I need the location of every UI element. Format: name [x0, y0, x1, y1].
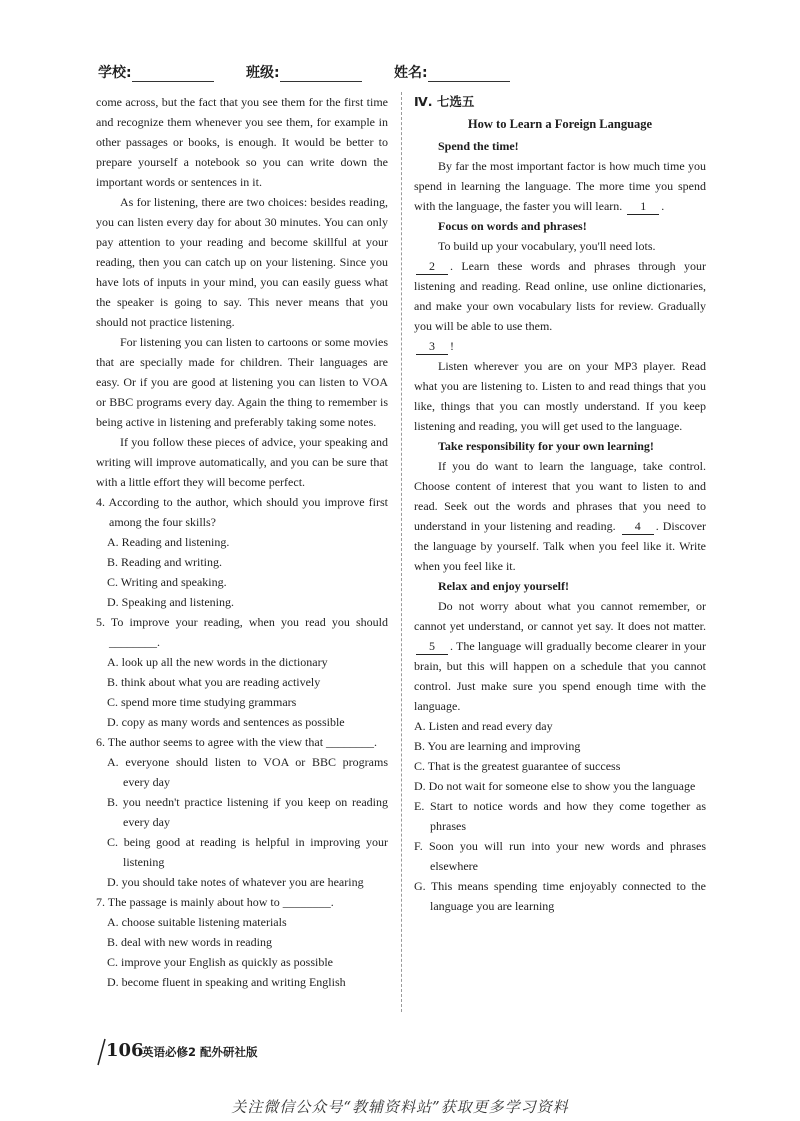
- question-6: [96, 732, 388, 892]
- subheading: Spend the time!: [438, 139, 519, 153]
- school-blank: [132, 65, 214, 82]
- subheading: Focus on words and phrases!: [438, 219, 587, 233]
- option-b: B. deal with new words in reading: [107, 935, 272, 949]
- paragraph-text: !: [450, 339, 454, 353]
- question-7: [96, 892, 388, 992]
- book-name: 英语必修2 配外研社版: [142, 1045, 258, 1059]
- paragraph-text: . The language will gradually become clearer in your brain, but this will happen on a schedule that you cannot control. Just make sure you spend enough time with the language.: [414, 639, 706, 713]
- name-label: 姓名:: [394, 65, 428, 81]
- question-stem: 7. The passage is mainly about how to ________.: [96, 895, 334, 909]
- option-a: A. everyone should listen to VOA or BBC programs every day: [107, 755, 388, 789]
- left-column: [96, 92, 388, 992]
- passage-paragraph: To build up your vocabulary, you'll need lots.: [438, 239, 656, 253]
- option-b: B. You are learning and improving: [414, 739, 581, 753]
- option-b: B. think about what you are reading actively: [107, 675, 321, 689]
- blank-2[interactable]: 2: [416, 258, 448, 275]
- question-stem: 5. To improve your reading, when you read you should ________.: [96, 615, 388, 649]
- blank-3[interactable]: 3: [416, 338, 448, 355]
- passage-title: How to Learn a Foreign Language: [467, 117, 653, 131]
- option-list: [414, 716, 706, 916]
- passage-paragraph: If you follow these pieces of advice, your speaking and writing will improve automatically, and you can be sure that with a little effort they will become perfect.: [96, 435, 388, 489]
- blank-5[interactable]: 5: [416, 638, 448, 655]
- question-4: [96, 492, 388, 612]
- subheading: Take responsibility for your own learning!: [438, 439, 654, 453]
- option-b: B. Reading and writing.: [107, 555, 222, 569]
- class-field: [246, 62, 362, 82]
- school-field: [98, 62, 214, 82]
- name-field: [394, 62, 510, 82]
- student-info-header: [98, 62, 718, 84]
- question-5: [96, 612, 388, 732]
- option-c: C. Writing and speaking.: [107, 575, 227, 589]
- option-b: B. you needn't practice listening if you keep on reading every day: [107, 795, 388, 829]
- option-c: C. improve your English as quickly as possible: [107, 955, 333, 969]
- paragraph-text: . Learn these words and phrases through your listening and reading. Read online, use online dictionaries, and make your own vocabulary lists for review. Gradually you will be able to use them.: [414, 259, 706, 333]
- blank-heading: [414, 336, 706, 356]
- paragraph-text: By far the most important factor is how much time you spend in learning the language. The more time you spend with the language, the faster you will learn.: [414, 159, 706, 213]
- question-stem: 6. The author seems to agree with the view that ________.: [96, 735, 378, 749]
- passage-paragraph: [414, 456, 706, 576]
- blank-4[interactable]: 4: [622, 518, 654, 535]
- option-d: D. copy as many words and sentences as possible: [107, 715, 345, 729]
- option-e: E. Start to notice words and how they come together as phrases: [414, 799, 706, 833]
- option-g: G. This means spending time enjoyably connected to the language you are learning: [414, 879, 706, 913]
- question-stem: 4. According to the author, which should you improve first among the four skills?: [96, 495, 388, 529]
- section-title: Ⅳ. 七选五: [414, 94, 475, 109]
- school-label: 学校:: [98, 65, 132, 81]
- passage-paragraph: come across, but the fact that you see them for the first time and recognize them whenever you see them, for example in other passages or books, is enough. It would be better to prepare yourself a notebook so you can write down the important words or sentences in it.: [96, 95, 388, 189]
- option-a: A. look up all the new words in the dictionary: [107, 655, 328, 669]
- option-c: C. being good at reading is helpful in improving your listening: [107, 835, 388, 869]
- option-a: A. Listen and read every day: [414, 719, 553, 733]
- name-blank: [428, 65, 510, 82]
- option-d: D. become fluent in speaking and writing English: [107, 975, 346, 989]
- option-c: C. spend more time studying grammars: [107, 695, 297, 709]
- passage-paragraph: For listening you can listen to cartoons or some movies that are specially made for children. Their languages are easy. Or if you are good at listening you can listen to VOA or BBC programs every day. Again the thing to remember is being active in listening and preferably taking some notes.: [96, 335, 388, 429]
- option-f: F. Soon you will run into your new words and phrases elsewhere: [414, 839, 706, 873]
- paragraph-text: . Discover the language by yourself. Talk when you feel like it. Write when you feel like it.: [414, 519, 707, 573]
- passage-paragraph: Listen wherever you are on your MP3 player. Read what you are listening to. Listen to and read things that you like, things that you can mostly understand. If you keep listening and reading, you will get used to the language.: [414, 359, 706, 433]
- passage-paragraph: [414, 596, 706, 716]
- subheading: Relax and enjoy yourself!: [438, 579, 569, 593]
- paragraph-text: Do not worry about what you cannot remember, or cannot yet understand, or cannot yet say. It does not matter.: [414, 599, 706, 633]
- option-a: A. choose suitable listening materials: [107, 915, 287, 929]
- paragraph-text: If you do want to learn the language, take control. Choose content of interest that you want to listen to and read. Seek out the words and phrases that you need to understand in your listening and reading.: [414, 459, 706, 533]
- blank-1[interactable]: 1: [627, 198, 659, 215]
- passage-paragraph: By far the most important factor is how much time you spend in learning the language. The more time you spend with the language, the faster you will learn. 1 .: [414, 159, 706, 213]
- option-a: A. Reading and listening.: [107, 535, 230, 549]
- promo-footer-text: 关注微信公众号“教辅资料站”获取更多学习资料: [231, 1098, 569, 1116]
- passage-paragraph: [414, 256, 706, 336]
- option-d: D. Speaking and listening.: [107, 595, 234, 609]
- page-number: 106: [106, 1040, 144, 1061]
- slash-decoration-icon: [96, 1038, 106, 1066]
- class-label: 班级:: [246, 65, 280, 81]
- class-blank: [280, 65, 362, 82]
- column-divider: [401, 92, 402, 1012]
- passage-paragraph: As for listening, there are two choices: besides reading, you can listen every day for about 30 minutes. You can only pay attention to your reading and become skillful at your reading, then you can catch up on your listening. Since you have lots of inputs in your mind, you can easily guess what the speaker is going to say. This never means that you should not practice listening.: [96, 195, 388, 329]
- option-d: D. Do not wait for someone else to show you the language: [414, 779, 696, 793]
- option-d: D. you should take notes of whatever you are hearing: [107, 875, 364, 889]
- right-column: [414, 92, 706, 916]
- option-c: C. That is the greatest guarantee of success: [414, 759, 621, 773]
